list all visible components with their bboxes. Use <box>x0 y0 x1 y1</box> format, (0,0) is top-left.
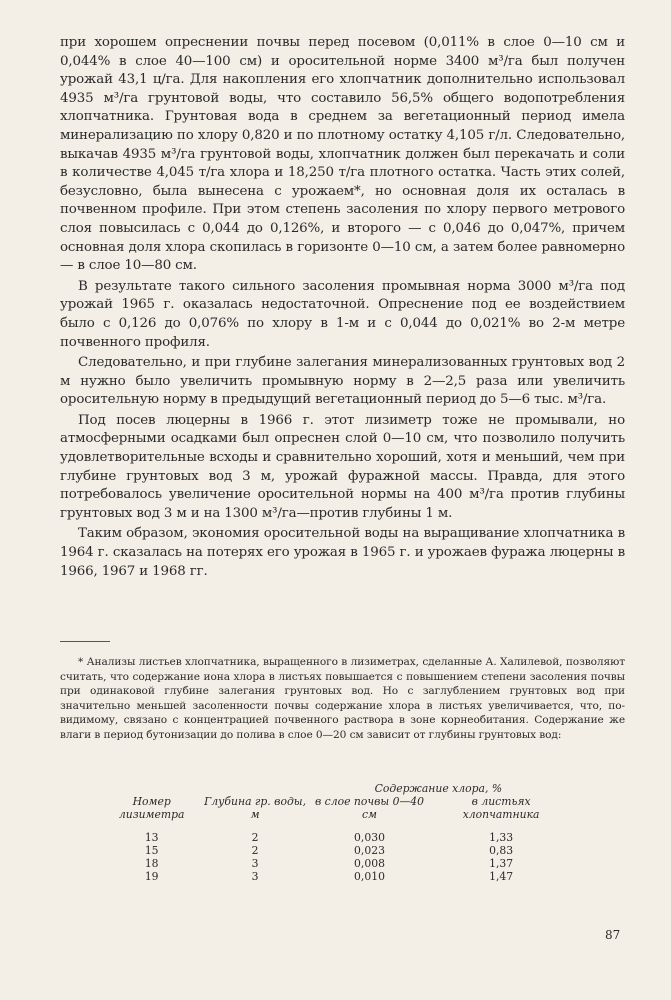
table-header-soil: в слое почвы 0—40 см <box>314 795 425 821</box>
table-row <box>100 831 570 844</box>
table-group-header: Содержание хлора, % <box>374 782 503 795</box>
table-cell: 3 <box>251 870 259 883</box>
table-cell: 0,030 <box>354 831 385 844</box>
paragraph-4: Под посев люцерны в 1966 г. этот лизиметр тоже не промывали, но атмосферными осадками был опреснен слой 0—10 см, что позволило получить удовлетворительные всходы и сравнительно хороший, хотя и меньший, чем при глубине грунтовых вод 3 м, урожай фуражной массы. Правда, для этого потребовалось увеличение оросительной нормы на 400 м³/га против глубины грунтовых вод 3 м и на 1300 м³/га—против глубины 1 м. <box>60 412 625 521</box>
table-header-depth: Глубина гр. воды, м <box>204 795 307 821</box>
table-cell: 2 <box>251 831 259 844</box>
table-row <box>100 844 570 857</box>
table-cell: 19 <box>144 870 159 883</box>
table-cell: 15 <box>144 844 159 857</box>
table-cell: 0,83 <box>489 844 514 857</box>
table-cell: 0,008 <box>354 857 385 870</box>
page-number: 87 <box>605 928 621 942</box>
table-cell: 13 <box>144 831 159 844</box>
table-cell: 2 <box>251 844 259 857</box>
main-text <box>60 34 625 583</box>
table-cell: 18 <box>144 857 159 870</box>
table-row <box>100 857 570 870</box>
table-cell: 3 <box>251 857 259 870</box>
footnote-table <box>100 782 570 883</box>
paragraph-5: Таким образом, экономия оросительной воды на выращивание хлопчатника в 1964 г. сказалась на потерях его урожая в 1965 г. и урожаев фуража люцерны в 1966, 1967 и 1968 гг. <box>60 526 625 579</box>
paragraph-2: В результате такого сильного засоления промывная норма 3000 м³/га под урожай 1965 г. оказалась недостаточной. Опреснение под ее воздействием было с 0,126 до 0,076% по хлору в 1-м и с 0,044 до 0,021% во 2-м метре почвенного профиля. <box>60 278 625 350</box>
table-cell: 0,023 <box>354 844 385 857</box>
paragraph-3: Следовательно, и при глубине залегания минерализованных грунтовых вод 2 м нужно было увеличить промывную норму в 2—2,5 раза или увеличить оросительную норму в предыдущий вегетационный период до 5—6 тыс. м³/га. <box>60 355 625 408</box>
table-cell: 1,33 <box>489 831 514 844</box>
table-cell: 0,010 <box>354 870 385 883</box>
paragraph-1: при хорошем опреснении почвы перед посевом (0,011% в слое 0—10 см и 0,044% в слое 40—100 см) и оросительной норме 3400 м³/га был получен урожай 43,1 ц/га. Для накопления его хлопчатник дополнительно использовал 4935 м³/га грунтовой воды, что составило 56,5% общего водопотребления хлопчатника. Грунтовая вода в среднем за вегетационный период имела минерализацию по хлору 0,820 и по плотному остатку 4,105 г/л. Следовательно, выкачав 4935 м³/га грунтовой воды, хлопчатник должен был перекачать и соли в количестве 4,045 т/га хлора и 18,250 т/га плотного остатка. Часть этих солей, безусловно, была вынесена с урожаем*, но основная доля их осталась в почвенном профиле. При этом степень засоления по хлору первого метрового слоя повысилась с 0,044 до 0,126%, и второго — с 0,046 до 0,047%, причем основная доля хлора скопилась в горизонте 0—10 см, а затем более равномерно — в слое 10—80 см. <box>60 35 625 274</box>
table-cell: 1,47 <box>489 870 514 883</box>
table-row <box>100 870 570 883</box>
table-cell: 1,37 <box>489 857 514 870</box>
table-header-lysimeter: Номер лизиметра <box>118 795 185 821</box>
table-header-leaves: в листьях хлопчатника <box>462 795 540 821</box>
footnote: * Анализы листьев хлопчатника, выращенного в лизиметрах, сделанные А. Халилевой, позволяют считать, что содержание иона хлора в листьях повышается с повышением степени засоления почвы при одинаковой глубине залегания грунтовых вод. Но с заглублением грунтовых вод при значительно меньшей засоленности почвы содержание хлора в листьях увеличивается, что, по-видимому, связано с концентрацией почвенного раствора в зоне корнеобитания. Содержание же влаги в период бутонизации до полива в слое 0—20 см зависит от глубины грунтовых вод: <box>60 656 625 741</box>
footnote-rule <box>60 641 110 642</box>
